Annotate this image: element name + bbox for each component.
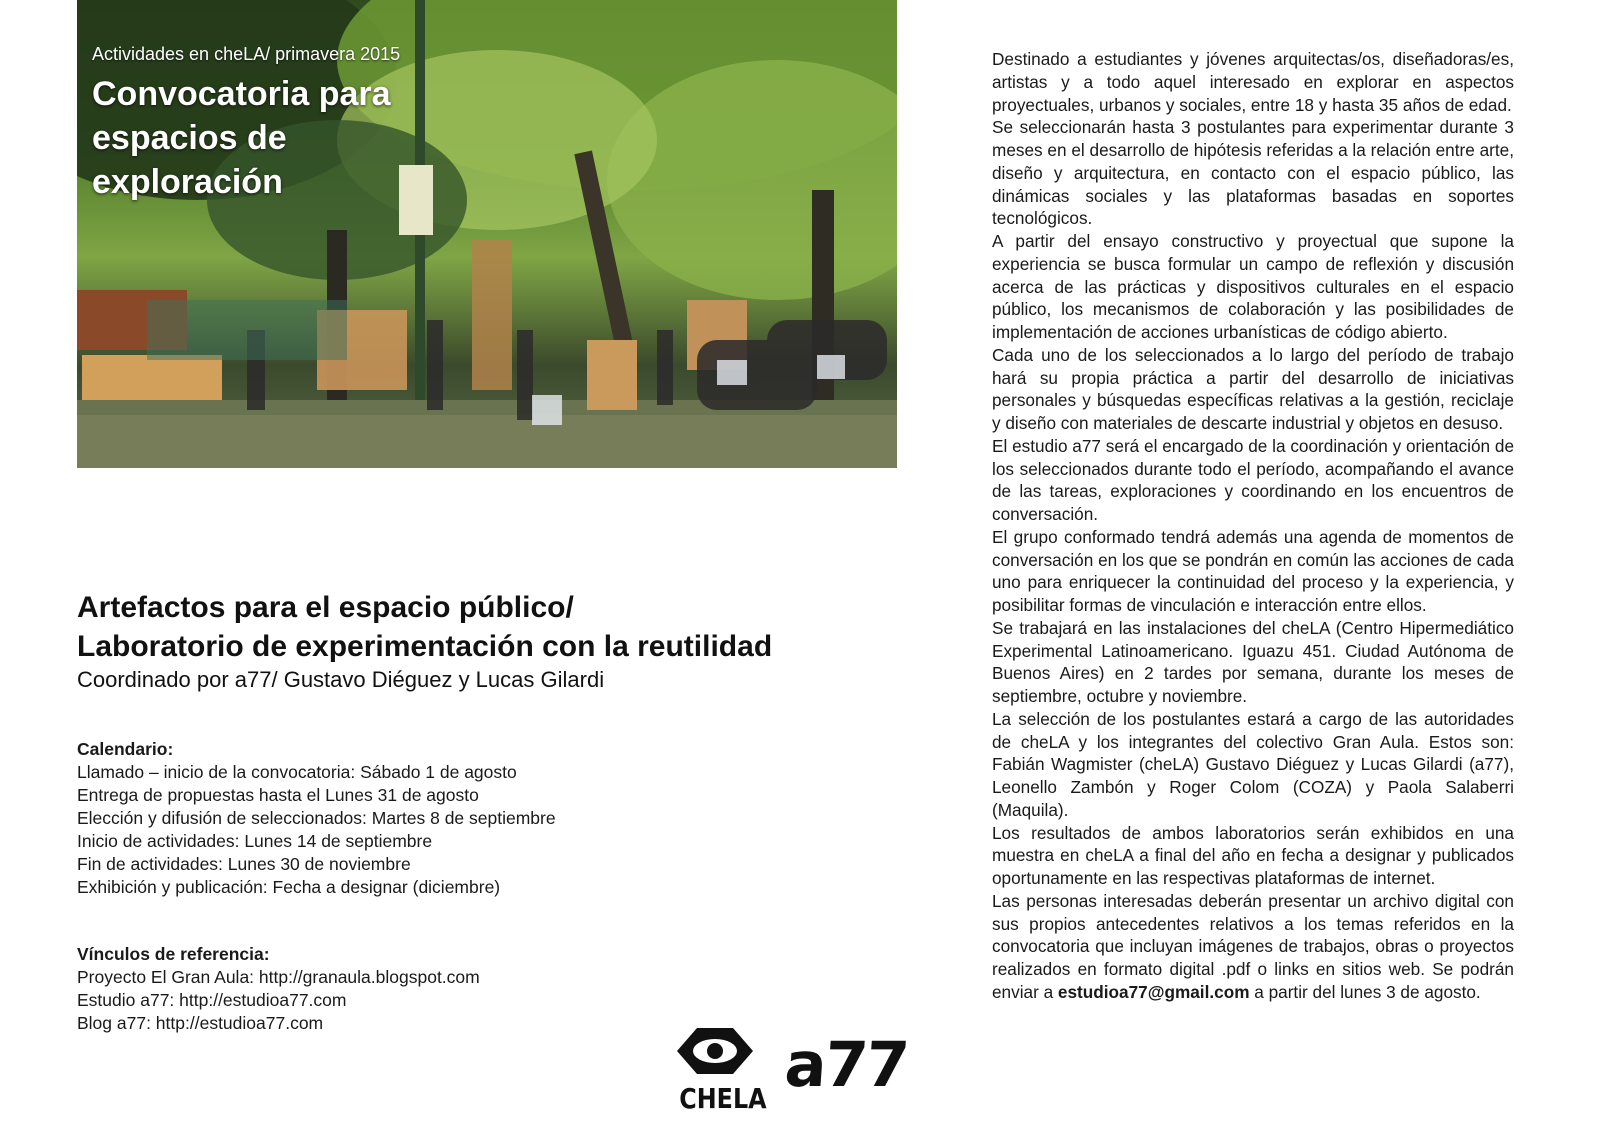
calendar-item: Fin de actividades: Lunes 30 de noviembre bbox=[77, 854, 411, 874]
body-paragraph: A partir del ensayo constructivo y proyectual que supone la experiencia se busca formular un campo de reflexión y discusión acerca de las prácticas y dispositivos culturales en el espacio público, los mecanismos de colaboración y las posibilidades de implementación de acciones urbanísticas de código abierto. bbox=[992, 231, 1514, 342]
title-block bbox=[77, 588, 877, 694]
body-paragraph: Se trabajará en las instalaciones del cheLA (Centro Hipermediático Experimental Latinoamericano. Iguazu 451. Ciudad Autónoma de Buenos Aires) en 2 tardes por semana, durante los meses de septiembre, octubre y noviembre. bbox=[992, 617, 1514, 706]
chela-logo bbox=[673, 1020, 767, 1116]
contact-email[interactable]: estudioa77@gmail.com bbox=[1057, 981, 1250, 1002]
calendar-item: Exhibición y publicación: Fecha a designar (diciembre) bbox=[77, 877, 501, 897]
body-paragraph: Cada uno de los seleccionados a lo largo del período de trabajo hará su propia práctica a partir del desarrollo de iniciativas personales y búsquedas específicas relativas a la gestión, reciclaje y diseño con materiales de descarte industrial y objetos en desuso. bbox=[992, 344, 1514, 433]
contact-text-before: Las personas interesadas deberán presentar un archivo digital con sus propios antecedentes relativos a los temas referidos en la convocatoria que incluyan imágenes de trabajos, obras o proyectos realizados en formato digital .pdf o links en sitios web. Se podrán enviar a bbox=[992, 890, 1514, 1002]
contact-text-after: a partir del lunes 3 de agosto. bbox=[1249, 981, 1481, 1002]
chela-eye-icon bbox=[673, 1020, 757, 1082]
body-text bbox=[992, 48, 1514, 1004]
body-paragraph: Los resultados de ambos laboratorios serán exhibidos en una muestra en cheLA a final del año en fecha a designar y publicados oportunamente en las respectivas plataformas de internet. bbox=[992, 822, 1514, 888]
hero-photo bbox=[77, 0, 897, 468]
hero-headline: Convocatoria para espacios de exploración bbox=[92, 75, 391, 201]
body-paragraph: Se seleccionarán hasta 3 postulantes para experimentar durante 3 meses en el desarrollo de hipótesis referidas a la relación entre arte, diseño y arquitectura, en contacto con el espacio público, las dinámicas sociales y las plataformas basadas en soportes tecnológicos. bbox=[992, 117, 1514, 229]
links-heading: Vínculos de referencia: bbox=[77, 944, 270, 964]
reference-links-section bbox=[77, 943, 717, 1035]
title-line-2: Laboratorio de experimentación con la reutilidad bbox=[77, 630, 773, 663]
calendar-item: Inicio de actividades: Lunes 14 de septiembre bbox=[77, 831, 433, 851]
body-paragraph: El estudio a77 será el encargado de la coordinación y orientación de los seleccionados durante todo el período, acompañando el avance de las tareas, exploraciones y coordinando en los encuentros de conversación. bbox=[992, 435, 1514, 524]
reference-link[interactable]: Blog a77: http://estudioa77.com bbox=[77, 1013, 324, 1033]
coordinators-line: Coordinado por a77/ Gustavo Diéguez y Lucas Gilardi bbox=[77, 667, 605, 692]
reference-link[interactable]: Proyecto El Gran Aula: http://granaula.blogspot.com bbox=[77, 967, 480, 987]
reference-link[interactable]: Estudio a77: http://estudioa77.com bbox=[77, 990, 347, 1010]
park-scene-illustration bbox=[77, 0, 897, 468]
calendar-item: Elección y difusión de seleccionados: Martes 8 de septiembre bbox=[77, 808, 556, 828]
a77-logo: a77 bbox=[782, 1028, 910, 1101]
title-line-1: Artefactos para el espacio público/ bbox=[77, 591, 574, 624]
body-paragraph: La selección de los postulantes estará a cargo de las autoridades de cheLA y los integrantes del colectivo Gran Aula. Estos son: Fabián Wagmister (cheLA) Gustavo Diéguez y Lucas Gilardi (a77), Leonello Zambón y Roger Colom (COZA) y Paola Salaberri (Maquila). bbox=[992, 708, 1514, 820]
hero-kicker: Actividades en cheLA/ primavera 2015 bbox=[92, 44, 401, 64]
body-paragraph: El grupo conformado tendrá además una agenda de momentos de conversación en los que se pondrán en común las acciones de cada uno para enriquecer la continuidad del proceso y la experiencia, y posibilitar formas de vinculación e interacción entre ellos. bbox=[992, 526, 1514, 615]
calendar-item: Llamado – inicio de la convocatoria: Sábado 1 de agosto bbox=[77, 762, 517, 782]
chela-logo-text: CHELA bbox=[679, 1082, 767, 1115]
calendar-section bbox=[77, 738, 717, 899]
body-paragraph: Destinado a estudiantes y jóvenes arquitectas/os, diseñadoras/es, artistas y a todo aquel interesado en explorar en aspectos proyectuales, urbanos y sociales, entre 18 y hasta 35 años de edad. bbox=[992, 49, 1514, 115]
calendar-item: Entrega de propuestas hasta el Lunes 31 de agosto bbox=[77, 785, 479, 805]
body-paragraph-contact bbox=[992, 890, 1514, 1004]
calendar-heading: Calendario: bbox=[77, 739, 174, 759]
